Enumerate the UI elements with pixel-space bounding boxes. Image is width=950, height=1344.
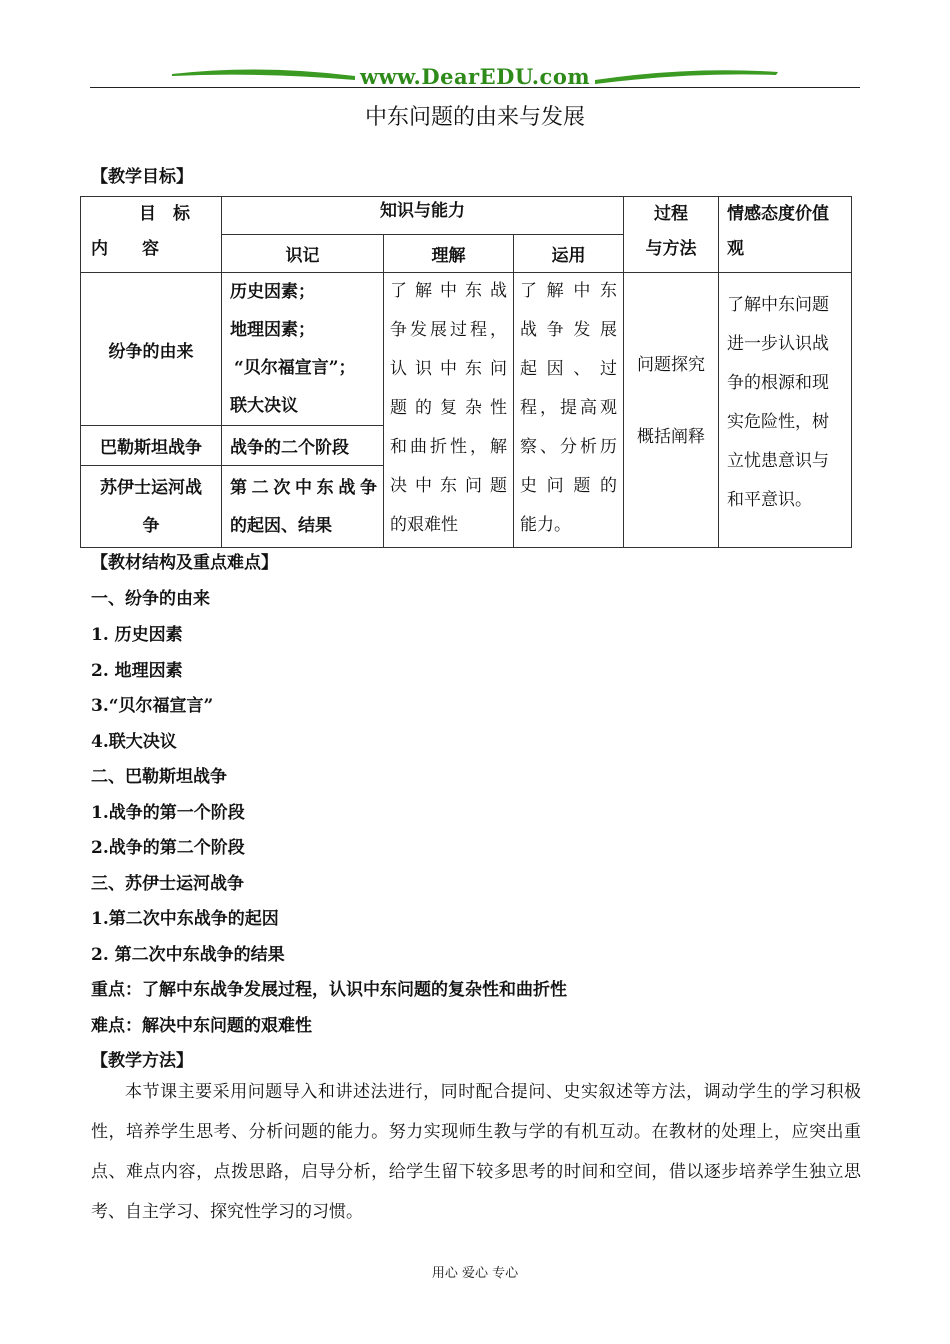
memory-item: 联大决议: [230, 396, 298, 416]
header-goal-label: 目 标: [139, 204, 190, 224]
emotion-line: 立忧患意识与: [727, 451, 830, 471]
apply-line: 起因、过: [520, 359, 618, 379]
memory-item: 的起因、结果: [230, 515, 332, 536]
section-heading-method: 【教学方法】: [91, 1051, 193, 1071]
section-heading-goals: 【教学目标】: [91, 167, 193, 187]
understand-line: 决中东问题: [390, 476, 507, 496]
memory-item: 地理因素；: [230, 320, 315, 340]
cell-process: [624, 273, 719, 548]
header-understand: 理解: [384, 235, 514, 273]
outline-item: 1.第二次中东战争的起因: [91, 909, 279, 929]
outline-item: 1. 历史因素: [91, 625, 183, 645]
outline-item: 2.战争的第二个阶段: [91, 838, 245, 858]
method-paragraph: 本节课主要采用问题导入和讲述法进行，同时配合提问、史实叙述等方法，调动学生的学习积极性，培养学生思考、分析问题的能力。努力实现师生教与学的有机互动。在教材的处理上，应突出重点、难点内容，点拨思路，启导分析，给学生留下较多思考的时间和空间，借以逐步培养学生独立思考、自主学习、探究性学习的习惯。: [91, 1082, 861, 1222]
apply-line: 战争发展: [520, 320, 618, 340]
header-knowledge: 知识与能力: [222, 197, 624, 235]
emotion-line: 进一步认识战: [727, 334, 830, 354]
process-item: 问题探究: [637, 355, 706, 375]
process-item: 概括阐释: [637, 427, 706, 447]
understand-line: 的艰难性: [390, 515, 458, 535]
cell-emotion: [719, 273, 852, 548]
header-process-line1: 过程: [654, 204, 689, 224]
outline-item: 4.联大决议: [91, 732, 177, 752]
outline-item: 1.战争的第一个阶段: [91, 803, 245, 823]
row-memory-origin: [222, 273, 384, 426]
row-name-origin: 纷争的由来: [81, 273, 222, 426]
header-rule: [90, 87, 860, 88]
difficult-point: 难点：解决中东问题的艰难性: [91, 1016, 312, 1036]
emotion-line: 争的根源和现: [727, 373, 830, 393]
teaching-goals-table: [80, 196, 852, 548]
page-title: 中东问题的由来与发展: [364, 105, 585, 130]
emotion-line: 和平意识。: [727, 490, 813, 510]
header-emotion-line1: 情感态度价值: [727, 204, 830, 224]
logo-text: www.DearEDU.com: [359, 64, 591, 89]
row-name-line: 争: [142, 515, 160, 536]
header-memory: 识记: [222, 235, 384, 273]
emotion-line: 实危险性，树: [727, 412, 830, 432]
memory-item: “贝尔福宣言”；: [234, 358, 356, 378]
header-goal-content: [81, 197, 222, 273]
row-memory-suez: [222, 466, 384, 548]
header-apply: 运用: [514, 235, 624, 273]
header-process: [624, 197, 719, 273]
apply-line: 程，提高观: [520, 398, 618, 418]
understand-line: 题的复杂性: [390, 398, 507, 418]
outline-item: 3.“贝尔福宣言”: [91, 696, 214, 716]
understand-line: 和曲折性，解: [390, 437, 507, 457]
cell-understand: [384, 273, 514, 548]
row-memory-palestine: 战争的二个阶段: [222, 426, 384, 466]
memory-item: 历史因素；: [230, 282, 315, 302]
header-emotion: [719, 197, 852, 273]
understand-line: 争发展过程，: [390, 320, 507, 340]
header-content-label: 内 容: [91, 239, 159, 259]
memory-item: 第二次中东战争: [230, 477, 377, 498]
row-name-line: 苏伊士运河战: [100, 477, 202, 498]
key-point: 重点：了解中东战争发展过程，认识中东问题的复杂性和曲折性: [91, 980, 567, 1000]
emotion-line: 了解中东问题: [727, 295, 830, 315]
outline-item: 2. 地理因素: [91, 661, 183, 681]
understand-line: 认识中东问: [390, 359, 507, 379]
outline-item: 二、巴勒斯坦战争: [91, 767, 227, 787]
cell-apply: [514, 273, 624, 548]
page-footer: 用心 爱心 专心: [431, 1266, 519, 1281]
apply-line: 能力。: [520, 515, 571, 535]
header-process-line2: 与方法: [645, 239, 697, 259]
apply-line: 了解中东: [520, 281, 618, 301]
apply-line: 史问题的: [520, 476, 618, 496]
apply-line: 察、分析历: [520, 437, 618, 457]
row-name-suez: [81, 466, 222, 548]
outline-item: 2. 第二次中东战争的结果: [91, 945, 285, 965]
row-name-palestine: 巴勒斯坦战争: [81, 426, 222, 466]
header-emotion-line2: 观: [727, 239, 745, 259]
understand-line: 了解中东战: [390, 281, 507, 301]
section-heading-structure: 【教材结构及重点难点】: [91, 553, 278, 573]
outline-item: 一、纷争的由来: [91, 589, 210, 609]
outline-item: 三、苏伊士运河战争: [91, 874, 244, 894]
